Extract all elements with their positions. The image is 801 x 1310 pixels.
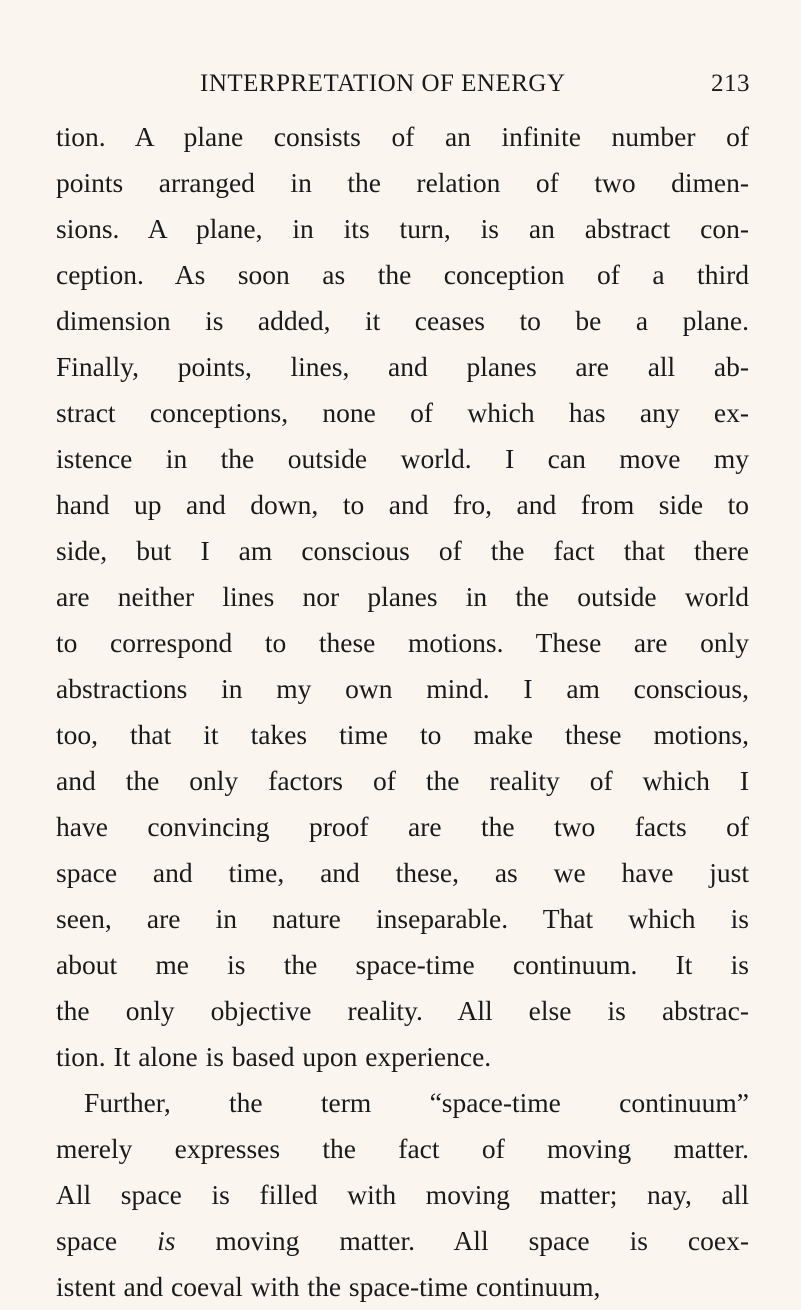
- italic-emphasis: is: [157, 1225, 176, 1256]
- text-line: merely expresses the fact of moving matter.: [56, 1133, 749, 1164]
- text-line: All space is filled with moving matter; nay, all: [56, 1179, 749, 1210]
- text-line: istence in the outside world. I can move my: [56, 443, 749, 474]
- running-title: INTERPRETATION OF ENERGY: [200, 70, 566, 97]
- text-line: seen, are in nature inseparable. That which is: [56, 903, 749, 934]
- running-head: [200, 70, 750, 110]
- text-line: abstractions in my own mind. I am conscious,: [56, 673, 749, 704]
- text-line: dimension is added, it ceases to be a plane.: [56, 305, 749, 336]
- text-line: ception. As soon as the conception of a third: [56, 259, 749, 290]
- text-line: and the only factors of the reality of which I: [56, 765, 749, 796]
- text-line: have convincing proof are the two facts of: [56, 811, 749, 842]
- text-line: too, that it takes time to make these motions,: [56, 719, 749, 750]
- text-line: are neither lines nor planes in the outside world: [56, 581, 749, 612]
- text-line: space and time, and these, as we have just: [56, 857, 749, 888]
- text-segment: moving matter. All space is coex-: [175, 1225, 750, 1256]
- text-line: stract conceptions, none of which has any ex-: [56, 397, 749, 428]
- text-line: istent and coeval with the space-time continuum,: [56, 1271, 601, 1302]
- text-line: sions. A plane, in its turn, is an abstract con-: [56, 213, 749, 244]
- text-line: Finally, points, lines, and planes are all ab-: [56, 351, 749, 382]
- text-line-with-italic: [56, 1218, 749, 1264]
- text-line: to correspond to these motions. These are only: [56, 627, 749, 658]
- paragraph-start-line: Further, the term “space-time continuum”: [84, 1087, 749, 1118]
- text-line: hand up and down, to and fro, and from side to: [56, 489, 749, 520]
- body-text: [56, 114, 749, 1310]
- text-line: the only objective reality. All else is abstrac-: [56, 995, 749, 1026]
- text-line: about me is the space-time continuum. It is: [56, 949, 749, 980]
- text-line: tion. A plane consists of an infinite number of: [56, 121, 749, 152]
- text-segment: space: [56, 1225, 158, 1256]
- page-number: 213: [711, 70, 750, 97]
- text-line: points arranged in the relation of two dimen-: [56, 167, 749, 198]
- paragraph-end-line: tion. It alone is based upon experience.: [56, 1041, 492, 1072]
- text-line: side, but I am conscious of the fact that there: [56, 535, 749, 566]
